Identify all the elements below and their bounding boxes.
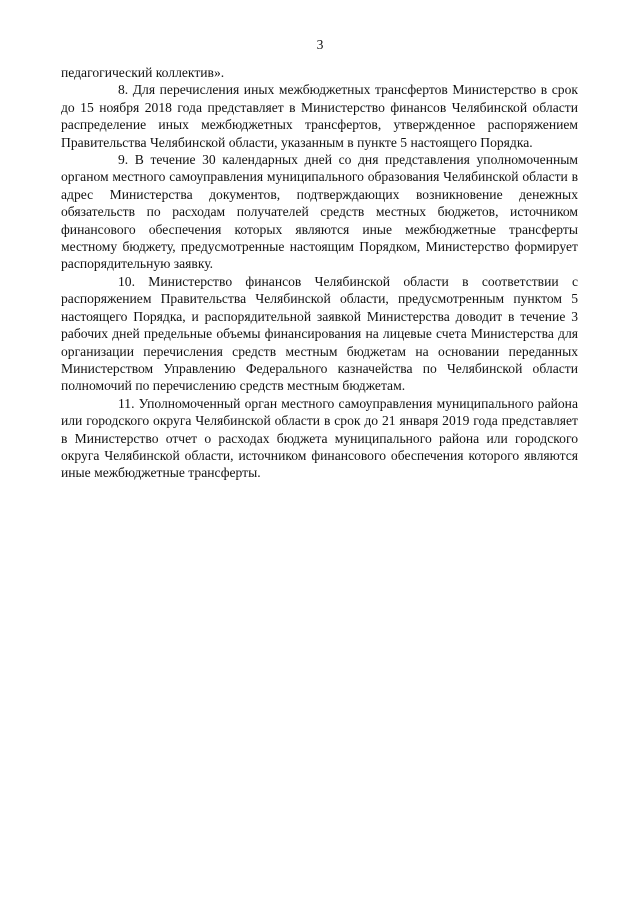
page-number: 3 bbox=[316, 37, 324, 52]
paragraph-continuation: педагогический коллектив». bbox=[61, 65, 225, 80]
paragraph-clause-10: 10. Министерство финансов Челябинской области в соответствии с распоряжением Правительства Челябинской области, предусмотренным пунктом 5 настоящего Порядка, и распорядительной заявкой Министерства доводит в течение 3 рабочих дней предельные объемы финансирования на лицевые счета Министерства для организации перечисления средств местным бюджетам на основании переданных Министерством Управлению Федерального казначейства по Челябинской области полномочий по перечислению средств местным бюджетам. bbox=[61, 273, 578, 394]
document-body bbox=[61, 64, 578, 482]
paragraph-clause-11: 11. Уполномоченный орган местного самоуправления муниципального района или городского округа Челябинской области в срок до 21 января 2019 года представляет в Министерство отчет о расходах бюджета муниципального района или городского округа Челябинской области, источником финансового обеспечения которого являются иные межбюджетные трансферты. bbox=[61, 395, 578, 481]
paragraph-clause-9: 9. В течение 30 календарных дней со дня представления уполномоченным органом местного самоуправления муниципального образования Челябинской области в адрес Министерства документов, подтверждающих возникновение денежных обязательств по расходам получателей средств местных бюджетов, источником финансового обеспечения которых являются иные межбюджетные трансферты местному бюджету, предусмотренные настоящим Порядком, Министерство формирует распорядительную заявку. bbox=[61, 152, 578, 272]
paragraph-clause-8: 8. Для перечисления иных межбюджетных трансфертов Министерство в срок до 15 ноября 2018 года представляет в Министерство финансов Челябинской области распределение иных межбюджетных трансфертов, утвержденное распоряжением Правительства Челябинской области, указанным в пункте 5 настоящего Порядка. bbox=[61, 82, 578, 150]
